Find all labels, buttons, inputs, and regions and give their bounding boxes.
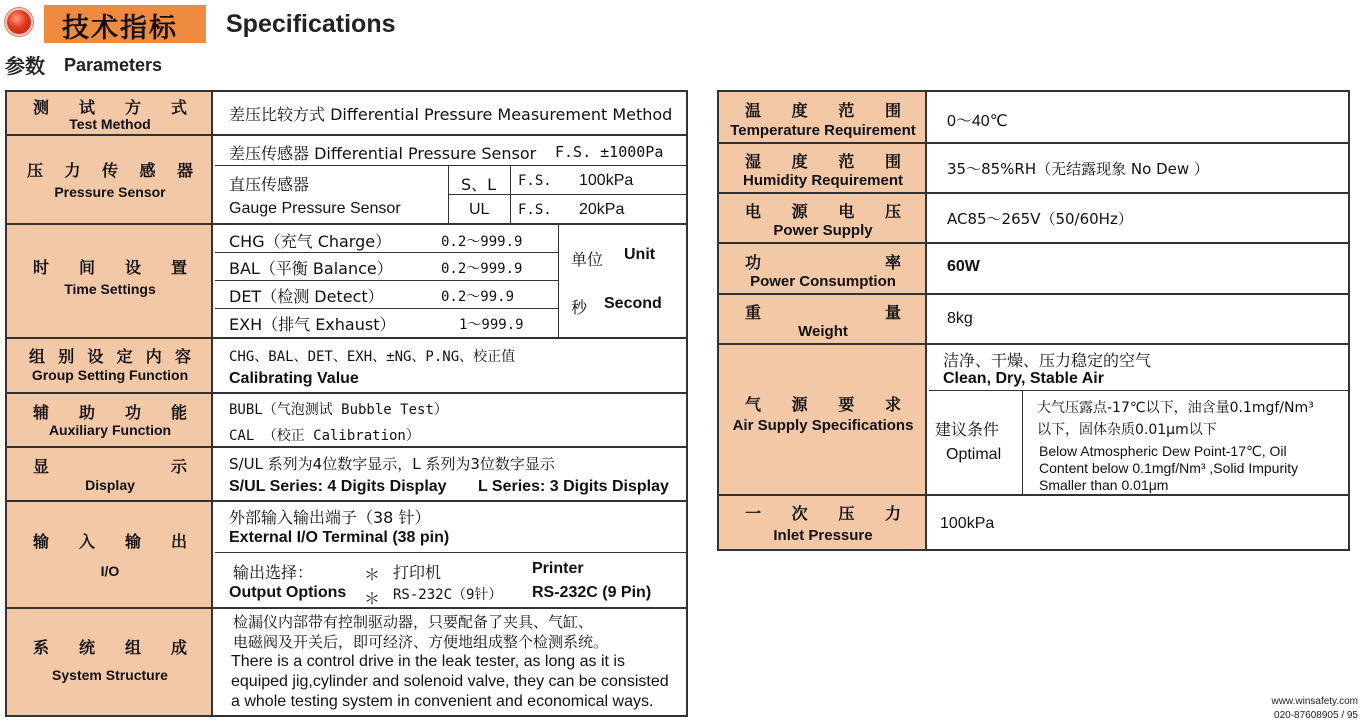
time-settings-label-cn: 时 间 设 置 xyxy=(33,258,187,277)
time-row-bal: BAL（平衡 Balance） xyxy=(229,259,393,278)
optimal-cn: 建议条件 xyxy=(935,420,1000,439)
humidity-label xyxy=(719,144,927,192)
power-consumption-label-cn: 功 率 xyxy=(745,253,901,272)
weight-label-cn: 重 量 xyxy=(745,303,901,322)
section-title-en: Parameters xyxy=(64,55,163,75)
auxiliary-line2: CAL （校正 Calibration） xyxy=(229,428,420,444)
pressure-sensor-label-en: Pressure Sensor xyxy=(54,184,166,200)
air-supply-label xyxy=(719,345,927,494)
io-terminal-en: External I/O Terminal (38 pin) xyxy=(229,529,450,546)
page-header xyxy=(0,0,1368,46)
air-supply-label-en: Air Supply Specifications xyxy=(732,417,914,434)
section-title-cn: 参数 xyxy=(5,54,45,78)
diff-sensor-range: F.S. ±1000Pa xyxy=(555,143,664,161)
temperature-label xyxy=(719,92,927,142)
temperature-label-en: Temperature Requirement xyxy=(730,122,916,139)
humidity-label-en: Humidity Requirement xyxy=(742,172,904,189)
diff-sensor-text: 差压传感器 Differential Pressure Sensor xyxy=(229,144,537,163)
time-row-exh: EXH（排气 Exhaust） xyxy=(229,315,396,334)
time-row-exh-range: 1～999.9 xyxy=(459,317,524,333)
air-clean-cn: 洁净、干燥、压力稳定的空气 xyxy=(943,351,1152,370)
display-label-en: Display xyxy=(85,477,135,493)
air-supply-label-cn: 气 源 要 求 xyxy=(745,395,901,414)
time-row-det: DET（检测 Detect） xyxy=(229,287,384,306)
power-supply-label-cn: 电 源 电 压 xyxy=(745,202,901,221)
second-en: Second xyxy=(604,295,662,312)
system-structure-label-en: System Structure xyxy=(52,667,168,683)
time-row-chg: CHG（充气 Charge） xyxy=(229,232,392,251)
air-cond-en-1: Below Atmospheric Dew Point-17℃, Oil xyxy=(1039,443,1287,459)
printer-cn: 打印机 xyxy=(393,563,442,582)
output-options-cn: 输出选择： xyxy=(233,563,314,582)
temperature-value: 0～40℃ xyxy=(947,113,1008,130)
range-ul: 20kPa xyxy=(579,201,625,218)
group-setting-line2: Calibrating Value xyxy=(229,370,359,387)
auxiliary-line1: BUBL（气泡测试 Bubble Test） xyxy=(229,402,448,418)
display-line1: S/UL 系列为4位数字显示，L 系列为3位数字显示 xyxy=(229,455,555,473)
air-cond-cn-2: 以下，固体杂质0.01μm以下 xyxy=(1037,422,1217,438)
power-supply-label xyxy=(719,194,927,242)
power-consumption-value: 60W xyxy=(947,258,980,275)
fs-ul: F.S. xyxy=(518,202,552,218)
system-cn-2: 电磁阀及开关后，即可经济、方便地组成整个检测系统。 xyxy=(233,633,609,651)
auxiliary-label-en: Auxiliary Function xyxy=(48,422,172,438)
humidity-label-cn: 湿 度 范 围 xyxy=(745,152,901,171)
pressure-sensor-label-cn: 压 力 传 感 器 xyxy=(27,161,193,180)
optimal-en: Optimal xyxy=(946,446,1002,463)
system-structure-label-cn: 系 统 组 成 xyxy=(33,638,187,657)
air-clean-en: Clean, Dry, Stable Air xyxy=(943,370,1104,387)
system-en-2: equiped jig,cylinder and solenoid valve, they can be consisted xyxy=(231,673,669,690)
group-setting-label-en: Group Setting Function xyxy=(31,367,189,383)
io-label-en: I/O xyxy=(100,563,120,579)
second-cn: 秒 xyxy=(571,298,588,317)
output-options-en: Output Options xyxy=(229,584,347,601)
group-setting-label-cn: 组 别 设 定 内 容 xyxy=(29,347,191,366)
auxiliary-label-cn: 辅 助 功 能 xyxy=(33,403,187,422)
pressure-sensor-label xyxy=(7,136,213,223)
io-terminal-cn: 外部输入输出端子（38 针） xyxy=(229,508,431,527)
page-title-cn: 技术指标 xyxy=(62,13,178,44)
time-settings-label xyxy=(7,225,213,337)
display-label xyxy=(7,448,213,500)
display-line2a: S/UL Series: 4 Digits Display xyxy=(229,478,447,495)
test-method-label-en: Test Method xyxy=(69,116,151,132)
unit-cn: 单位 xyxy=(571,250,604,269)
auxiliary-label xyxy=(7,394,213,446)
environment-table xyxy=(717,90,1350,551)
weight-label-en: Weight xyxy=(798,323,848,340)
parameters-table xyxy=(5,90,688,717)
model-sl: S、L xyxy=(461,175,497,194)
air-cond-cn-1: 大气压露点-17℃以下，油含量0.1mgf/Nm³ xyxy=(1037,400,1314,416)
rs232-cn: RS-232C（9针） xyxy=(393,587,503,603)
time-row-bal-range: 0.2～999.9 xyxy=(441,261,523,277)
gauge-sensor-cn: 直压传感器 xyxy=(229,175,310,194)
model-ul: UL xyxy=(469,201,490,218)
test-method-label xyxy=(7,92,213,134)
power-supply-label-en: Power Supply xyxy=(773,222,873,239)
group-setting-label xyxy=(7,339,213,392)
time-row-det-range: 0.2～99.9 xyxy=(441,289,515,305)
page-title-en: Specifications xyxy=(226,10,396,38)
display-line2b: L Series: 3 Digits Display xyxy=(478,478,669,495)
system-cn-1: 检漏仪内部带有控制驱动器，只要配备了夹具、气缸、 xyxy=(233,613,594,631)
weight-label xyxy=(719,295,927,343)
footer-website: www.winsafety.com xyxy=(1271,696,1358,707)
footer-phone-page: 020-87608905 / 95 xyxy=(1274,710,1358,721)
power-supply-value: AC85～265V（50/60Hz） xyxy=(947,210,1133,228)
air-cond-en-3: Smaller than 0.01μm xyxy=(1039,477,1169,493)
rs232-en: RS-232C (9 Pin) xyxy=(532,584,652,601)
power-consumption-label xyxy=(719,244,927,293)
star-bullet-1: ＊ xyxy=(364,567,381,584)
group-setting-line1: CHG、BAL、DET、EXH、±NG、P.NG、校正值 xyxy=(229,349,516,365)
gauge-sensor-en: Gauge Pressure Sensor xyxy=(229,200,401,217)
test-method-label-cn: 测 试 方 式 xyxy=(33,98,187,117)
test-method-value: 差压比较方式 Differential Pressure Measurement Method xyxy=(229,105,673,124)
display-label-cn: 显 示 xyxy=(33,457,187,476)
printer-en: Printer xyxy=(532,560,584,577)
red-bullet-icon xyxy=(5,8,33,36)
humidity-value: 35～85%RH（无结露现象 No Dew ） xyxy=(947,160,1209,178)
inlet-pressure-label-en: Inlet Pressure xyxy=(773,527,873,544)
system-en-3: a whole testing system in convenient and economical ways. xyxy=(231,693,654,710)
range-sl: 100kPa xyxy=(579,172,634,189)
time-settings-label-en: Time Settings xyxy=(64,281,156,297)
weight-value: 8kg xyxy=(947,310,973,327)
star-bullet-2: ＊ xyxy=(364,591,381,608)
system-structure-label xyxy=(7,609,213,715)
io-label xyxy=(7,502,213,607)
io-label-cn: 输 入 输 出 xyxy=(33,532,187,551)
temperature-label-cn: 温 度 范 围 xyxy=(745,101,901,120)
inlet-pressure-label-cn: 一 次 压 力 xyxy=(745,504,901,523)
power-consumption-label-en: Power Consumption xyxy=(750,273,896,290)
inlet-pressure-label xyxy=(719,496,927,549)
unit-en: Unit xyxy=(624,246,656,263)
inlet-pressure-value: 100kPa xyxy=(940,515,995,532)
air-cond-en-2: Content below 0.1mgf/Nm³ ,Solid Impurity xyxy=(1039,460,1299,476)
time-row-chg-range: 0.2～999.9 xyxy=(441,234,523,250)
fs-sl: F.S. xyxy=(518,173,552,189)
system-en-1: There is a control drive in the leak tester, as long as it is xyxy=(231,653,625,670)
